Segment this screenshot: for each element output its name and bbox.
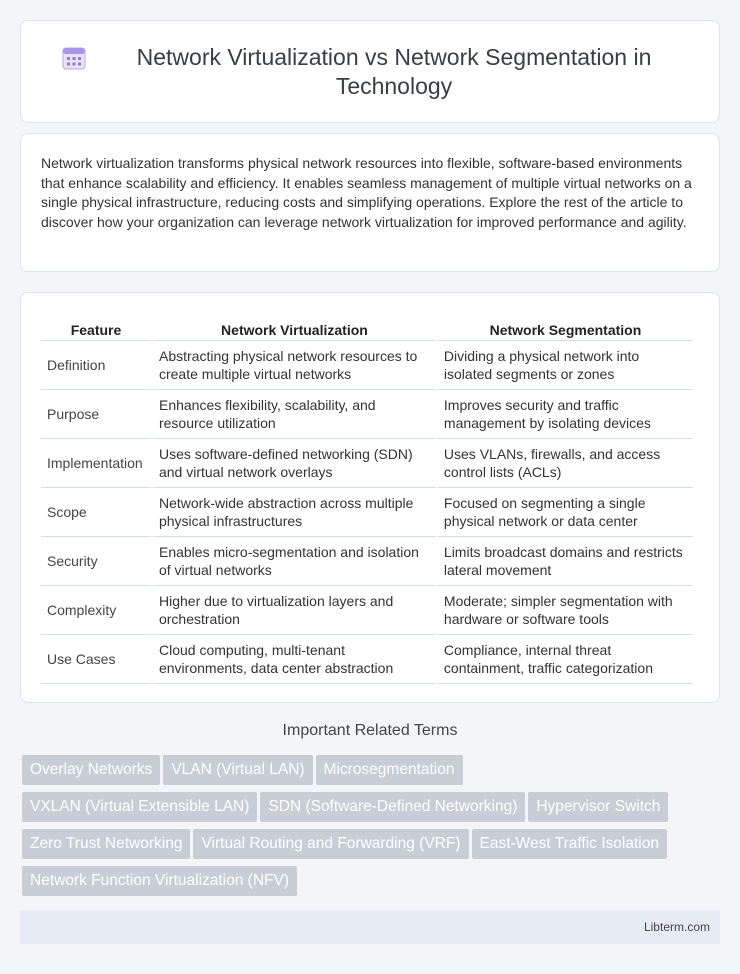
term-tag[interactable]: Overlay Networks bbox=[22, 755, 160, 785]
term-tag[interactable]: VXLAN (Virtual Extensible LAN) bbox=[22, 792, 257, 822]
page-title: Network Virtualization vs Network Segmentation in Technology bbox=[136, 43, 652, 99]
row-virtualization: Cloud computing, multi-tenant environments, data center abstraction bbox=[153, 635, 436, 684]
table-row bbox=[41, 586, 693, 635]
term-tag[interactable]: Network Function Virtualization (NFV) bbox=[22, 866, 297, 896]
term-tag[interactable]: Hypervisor Switch bbox=[528, 792, 668, 822]
table-row bbox=[41, 341, 693, 390]
row-feature: Implementation bbox=[41, 439, 151, 488]
related-terms-list bbox=[22, 755, 722, 903]
calendar-grid-icon bbox=[61, 45, 87, 71]
footer-site-link[interactable]: Libterm.com bbox=[643, 920, 710, 934]
table-row bbox=[41, 488, 693, 537]
table-row bbox=[41, 390, 693, 439]
term-tag[interactable]: SDN (Software-Defined Networking) bbox=[260, 792, 525, 822]
row-feature: Definition bbox=[41, 341, 151, 390]
table-row bbox=[41, 537, 693, 586]
table-row bbox=[41, 439, 693, 488]
term-tag[interactable]: VLAN (Virtual LAN) bbox=[163, 755, 312, 785]
intro-card bbox=[20, 133, 720, 272]
row-segmentation: Limits broadcast domains and restricts lateral movement bbox=[438, 537, 693, 586]
term-tag[interactable]: Zero Trust Networking bbox=[22, 829, 190, 859]
row-feature: Complexity bbox=[41, 586, 151, 635]
row-segmentation: Moderate; simpler segmentation with hardware or software tools bbox=[438, 586, 693, 635]
footer bbox=[20, 910, 720, 944]
row-segmentation: Compliance, internal threat containment, traffic categorization bbox=[438, 635, 693, 684]
header-network-virtualization: Network Virtualization bbox=[153, 313, 436, 341]
table-row bbox=[41, 635, 693, 684]
comparison-card bbox=[20, 292, 720, 703]
row-segmentation: Dividing a physical network into isolated segments or zones bbox=[438, 341, 693, 390]
row-virtualization: Enables micro-segmentation and isolation of virtual networks bbox=[153, 537, 436, 586]
term-tag[interactable]: Virtual Routing and Forwarding (VRF) bbox=[193, 829, 468, 859]
row-virtualization: Network-wide abstraction across multiple physical infrastructures bbox=[153, 488, 436, 537]
row-virtualization: Abstracting physical network resources to create multiple virtual networks bbox=[153, 341, 436, 390]
intro-paragraph: Network virtualization transforms physical network resources into flexible, software-based environments that enhance scalability and efficiency. It enables seamless management of multiple virtual networks on a single physical infrastructure, reducing costs and simplifying operations. Explore the rest of the article to discover how your organization can leverage network virtualization for improved performance and agility. bbox=[41, 155, 692, 230]
row-feature: Use Cases bbox=[41, 635, 151, 684]
row-segmentation: Uses VLANs, firewalls, and access control lists (ACLs) bbox=[438, 439, 693, 488]
row-feature: Security bbox=[41, 537, 151, 586]
row-feature: Scope bbox=[41, 488, 151, 537]
term-tag[interactable]: East-West Traffic Isolation bbox=[472, 829, 667, 859]
table-header-row bbox=[41, 313, 693, 341]
row-segmentation: Improves security and traffic management by isolating devices bbox=[438, 390, 693, 439]
related-terms-heading: Important Related Terms bbox=[282, 722, 458, 739]
title-card bbox=[20, 20, 720, 123]
row-virtualization: Uses software-defined networking (SDN) and virtual network overlays bbox=[153, 439, 436, 488]
comparison-table bbox=[39, 313, 695, 684]
row-virtualization: Higher due to virtualization layers and orchestration bbox=[153, 586, 436, 635]
title-wrap bbox=[21, 43, 719, 101]
term-tag[interactable]: Microsegmentation bbox=[316, 755, 463, 785]
header-feature: Feature bbox=[41, 313, 151, 341]
row-virtualization: Enhances flexibility, scalability, and resource utilization bbox=[153, 390, 436, 439]
row-segmentation: Focused on segmenting a single physical network or data center bbox=[438, 488, 693, 537]
row-feature: Purpose bbox=[41, 390, 151, 439]
header-network-segmentation: Network Segmentation bbox=[438, 313, 693, 341]
